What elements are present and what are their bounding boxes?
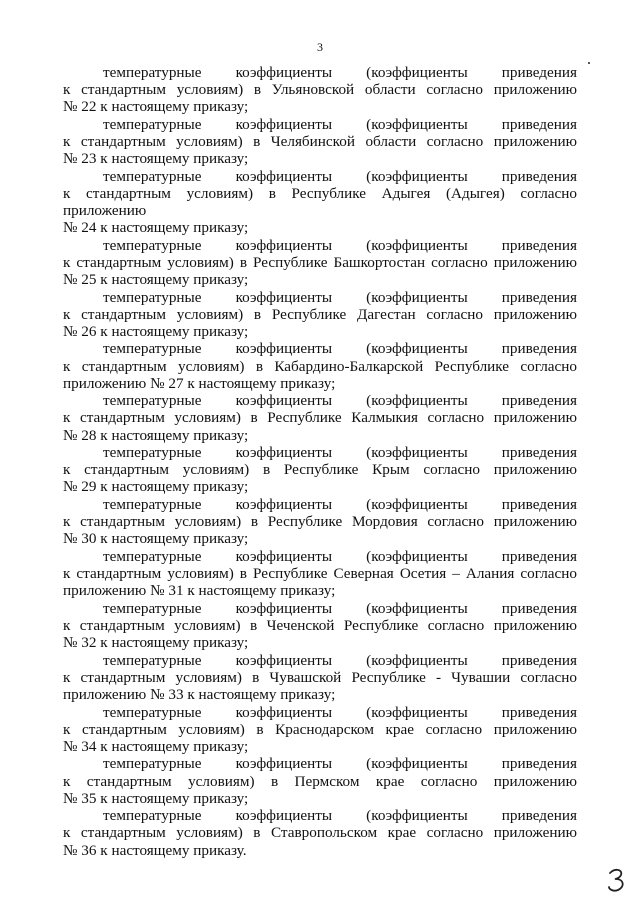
para-line: к стандартным условиям) в Республике Адыгея (Адыгея) согласно приложению xyxy=(63,184,577,219)
para-line: температурные коэффициенты (коэффициенты приведения xyxy=(103,115,577,133)
para-line: к стандартным условиям) в Республике Калмыкия согласно приложению xyxy=(63,409,577,427)
scan-artifact xyxy=(588,62,590,64)
para-line: к стандартным условиям) в Ставропольском крае согласно приложению xyxy=(63,824,577,842)
para-line: № 34 к настоящему приказу; xyxy=(63,737,249,755)
para-line: № 30 к настоящему приказу; xyxy=(63,530,249,548)
paragraph xyxy=(63,392,577,443)
para-line: № 23 к настоящему приказу; xyxy=(63,150,249,168)
paragraph xyxy=(63,704,577,755)
document-body xyxy=(63,64,577,859)
para-line: температурные коэффициенты (коэффициенты приведения xyxy=(103,599,577,617)
para-line: температурные коэффициенты (коэффициенты приведения xyxy=(103,807,577,825)
para-line: температурные коэффициенты (коэффициенты приведения xyxy=(103,167,577,185)
para-line: температурные коэффициенты (коэффициенты приведения xyxy=(103,444,577,462)
para-line: приложению № 33 к настоящему приказу; xyxy=(63,685,336,703)
paragraph xyxy=(63,168,577,236)
paragraph xyxy=(63,807,577,858)
paragraph xyxy=(63,755,577,806)
para-line: № 26 к настоящему приказу; xyxy=(63,322,249,340)
para-line: к стандартным условиям) в Пермском крае согласно приложению xyxy=(63,772,577,790)
para-line: приложению № 27 к настоящему приказу; xyxy=(63,374,336,392)
paragraph xyxy=(63,64,577,115)
para-line: № 24 к настоящему приказу; xyxy=(63,219,249,237)
para-line: температурные коэффициенты (коэффициенты приведения xyxy=(103,392,577,410)
para-line: к стандартным условиям) в Кабардино-Балкарской Республике согласно xyxy=(63,357,577,375)
para-line: к стандартным условиям) в Республике Северная Осетия – Алания согласно xyxy=(63,565,577,583)
para-line: к стандартным условиям) в Республике Мордовия согласно приложению xyxy=(63,513,577,531)
para-line: № 28 к настоящему приказу; xyxy=(63,426,249,444)
paragraph xyxy=(63,116,577,167)
para-line: температурные коэффициенты (коэффициенты приведения xyxy=(103,340,577,358)
para-line: температурные коэффициенты (коэффициенты приведения xyxy=(103,288,577,306)
page-number: 3 xyxy=(317,40,323,54)
para-line: температурные коэффициенты (коэффициенты приведения xyxy=(103,651,577,669)
paragraph xyxy=(63,237,577,288)
paragraph xyxy=(63,652,577,703)
para-line: № 35 к настоящему приказу; xyxy=(63,789,249,807)
paragraph xyxy=(63,600,577,651)
para-line: к стандартным условиям) в Республике Крым согласно приложению xyxy=(63,461,577,479)
paragraph xyxy=(63,340,577,391)
para-line: № 36 к настоящему приказу. xyxy=(63,841,247,859)
para-line: к стандартным условиям) в Республике Дагестан согласно приложению xyxy=(63,305,577,323)
para-line: температурные коэффициенты (коэффициенты приведения xyxy=(103,755,577,773)
para-line: к стандартным условиям) в Челябинской области согласно приложению xyxy=(63,132,577,150)
handwritten-page-mark xyxy=(606,867,628,893)
para-line: № 29 к настоящему приказу; xyxy=(63,478,249,496)
para-line: № 32 к настоящему приказу; xyxy=(63,634,249,652)
para-line: к стандартным условиям) в Республике Башкортостан согласно приложению xyxy=(63,253,577,271)
para-line: к стандартным условиям) в Ульяновской области согласно приложению xyxy=(63,81,577,99)
para-line: № 25 к настоящему приказу; xyxy=(63,270,249,288)
paragraph xyxy=(63,289,577,340)
para-line: № 22 к настоящему приказу; xyxy=(63,98,249,116)
para-line: температурные коэффициенты (коэффициенты приведения xyxy=(103,547,577,565)
para-line: к стандартным условиям) в Краснодарском крае согласно приложению xyxy=(63,720,577,738)
paragraph xyxy=(63,548,577,599)
para-line: температурные коэффициенты (коэффициенты приведения xyxy=(103,64,577,81)
para-line: температурные коэффициенты (коэффициенты приведения xyxy=(103,496,577,514)
para-line: приложению № 31 к настоящему приказу; xyxy=(63,582,336,600)
para-line: к стандартным условиям) в Чеченской Республике согласно приложению xyxy=(63,616,577,634)
para-line: к стандартным условиям) в Чувашской Республике - Чувашии согласно xyxy=(63,668,577,686)
para-line: температурные коэффициенты (коэффициенты приведения xyxy=(103,236,577,254)
para-line: температурные коэффициенты (коэффициенты приведения xyxy=(103,703,577,721)
paragraph xyxy=(63,496,577,547)
paragraph xyxy=(63,444,577,495)
